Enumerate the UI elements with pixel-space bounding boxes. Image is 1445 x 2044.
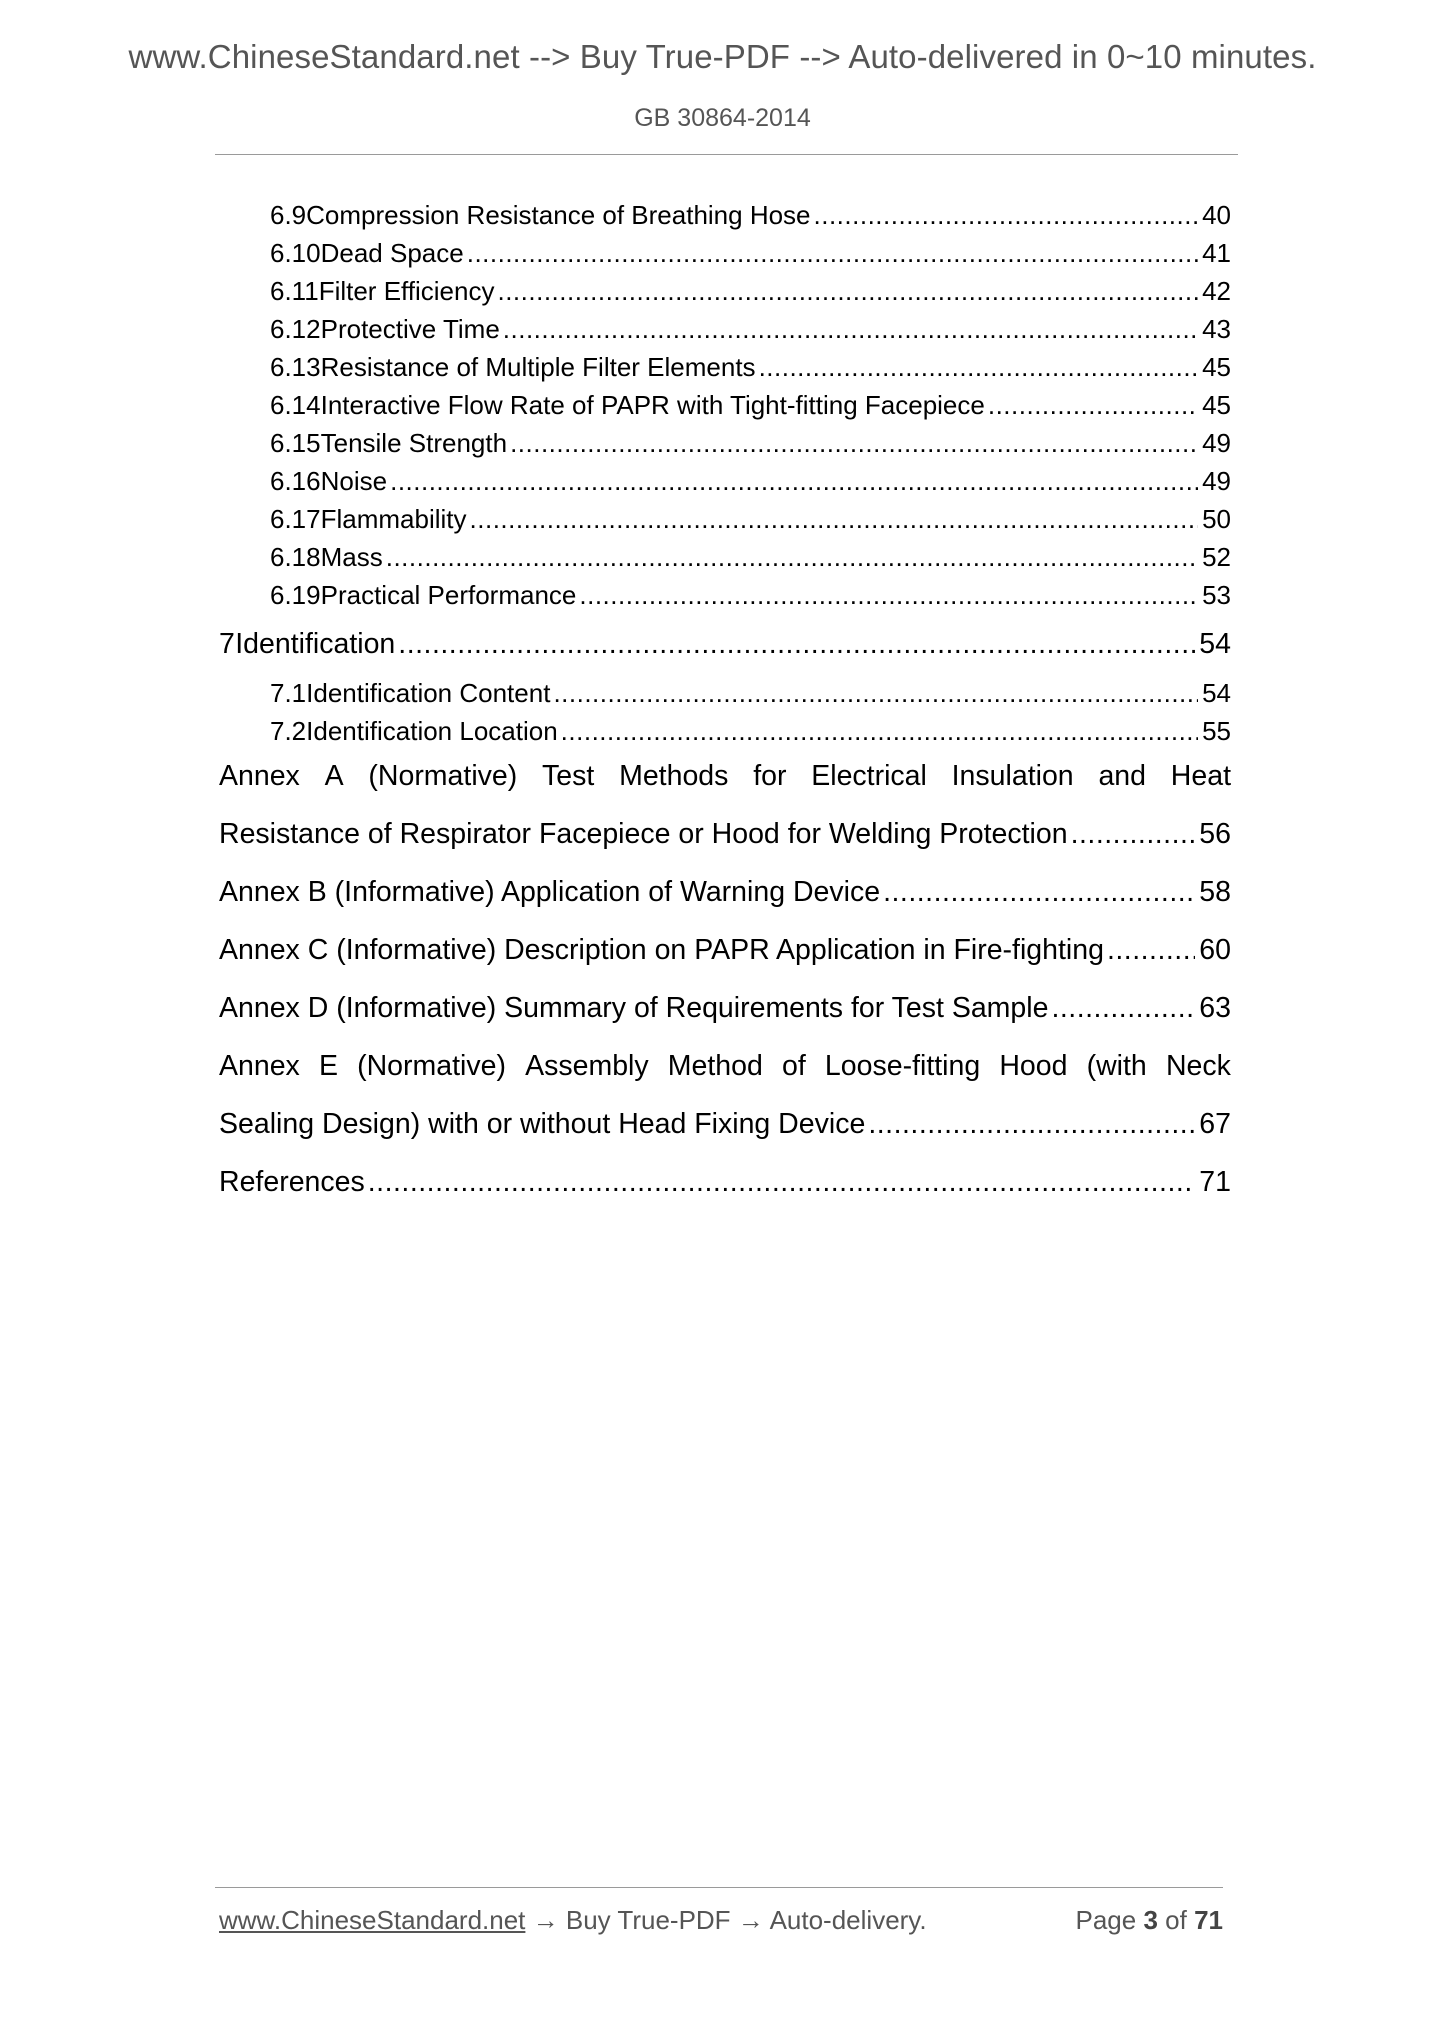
- annex-word: Methods: [619, 760, 729, 792]
- toc-entry-page: 49: [1202, 428, 1231, 458]
- document-code: GB 30864-2014: [634, 104, 811, 132]
- annex-word: Neck: [1165, 1050, 1231, 1082]
- annex-word: (with: [1086, 1050, 1147, 1082]
- toc-entry-page: 42: [1202, 276, 1231, 306]
- dot-leader: [868, 1108, 1195, 1141]
- toc-entry-title: Interactive Flow Rate of PAPR with Tight-fitting Facepiece: [320, 390, 985, 420]
- toc-entry-page: 45: [1202, 352, 1231, 382]
- dot-leader: [390, 466, 1198, 497]
- dot-leader: [470, 504, 1199, 535]
- annex-word: Electrical: [811, 760, 927, 792]
- toc-entry-6-18[interactable]: [270, 542, 1231, 576]
- toc-entry-page: 63: [1199, 992, 1231, 1024]
- toc-entry-title: Compression Resistance of Breathing Hose: [306, 200, 811, 230]
- annex-word: Assembly: [525, 1050, 649, 1082]
- annex-word: Heat: [1170, 760, 1231, 792]
- toc-entry-number: 6.17: [270, 504, 321, 534]
- toc-entry-number: 7: [219, 628, 235, 660]
- toc-entry-number: 6.9: [270, 200, 307, 230]
- toc-entry-number: 6.14: [270, 390, 321, 420]
- annex-word: Hood: [999, 1050, 1068, 1082]
- toc-entry-page: 56: [1199, 818, 1231, 850]
- annex-word: Loose-fitting: [824, 1050, 981, 1082]
- annex-word: Insulation: [951, 760, 1074, 792]
- toc-entry-number: 6.16: [270, 466, 321, 496]
- annex-word: for: [753, 760, 787, 792]
- toc-entry-page: 60: [1199, 934, 1231, 966]
- dot-leader: [1051, 992, 1195, 1025]
- toc-entry-title: Noise: [320, 466, 388, 496]
- toc-entry-6-11[interactable]: [270, 276, 1231, 310]
- toc-entry-number: 6.12: [270, 314, 321, 344]
- toc-entry-page: 41: [1202, 238, 1231, 268]
- toc-entry-6-14[interactable]: [270, 390, 1231, 424]
- dot-leader: [1107, 934, 1195, 967]
- toc-entry-page: 50: [1202, 504, 1231, 534]
- toc-entry-annex-e-line2[interactable]: [219, 1108, 1231, 1148]
- header-divider: [215, 154, 1238, 155]
- toc-entry-title: References: [219, 1166, 365, 1198]
- toc-entry-6-17[interactable]: [270, 504, 1231, 538]
- toc-entry-page: 40: [1202, 200, 1231, 230]
- toc-entry-page: 43: [1202, 314, 1231, 344]
- toc-entry-title: Filter Efficiency: [318, 276, 495, 306]
- toc-entry-annex-e-line1[interactable]: [219, 1050, 1231, 1083]
- page-total: 71: [1194, 1905, 1223, 1935]
- toc-entry-7[interactable]: [219, 628, 1231, 668]
- dot-leader: [759, 352, 1199, 383]
- dot-leader: [467, 238, 1198, 269]
- toc-entry-title: Identification: [235, 628, 396, 660]
- toc-entry-title: Dead Space: [320, 238, 464, 268]
- toc-entry-title: Resistance of Respirator Facepiece or Hood for Welding Protection: [219, 818, 1068, 850]
- toc-entry-page: 49: [1202, 466, 1231, 496]
- toc-entry-page: 45: [1202, 390, 1231, 420]
- toc-entry-number: 7.2: [270, 716, 307, 746]
- page-footer: [219, 1905, 1223, 1936]
- toc-entry-number: 7.1: [270, 678, 307, 708]
- toc-entry-6-12[interactable]: [270, 314, 1231, 348]
- toc-entry-page: 58: [1199, 876, 1231, 908]
- page-indicator: [1075, 1905, 1223, 1936]
- toc-entry-title: Practical Performance: [320, 580, 577, 610]
- toc-entry-title: Flammability: [320, 504, 467, 534]
- toc-entry-6-10[interactable]: [270, 238, 1231, 272]
- dot-leader: [497, 276, 1198, 307]
- toc-entry-7-2[interactable]: [270, 716, 1231, 750]
- toc-entry-6-15[interactable]: [270, 428, 1231, 462]
- toc-entry-title: Annex C (Informative) Description on PAPR Application in Fire-fighting: [219, 934, 1104, 966]
- dot-leader: [988, 390, 1198, 421]
- page-current: 3: [1143, 1905, 1158, 1935]
- dot-leader: [883, 876, 1195, 909]
- toc-entry-annex-c[interactable]: [219, 934, 1231, 974]
- annex-word: A: [324, 760, 344, 792]
- toc-entry-7-1[interactable]: [270, 678, 1231, 712]
- toc-entry-6-19[interactable]: [270, 580, 1231, 614]
- toc-entry-annex-b[interactable]: [219, 876, 1231, 916]
- toc-entry-title: Annex B (Informative) Application of Warning Device: [219, 876, 881, 908]
- toc-entry-title: Identification Content: [306, 678, 551, 708]
- toc-entry-number: 6.11: [270, 276, 319, 306]
- toc-entry-page: 55: [1202, 716, 1231, 746]
- annex-word: (Normative): [357, 1050, 506, 1082]
- dot-leader: [1071, 818, 1196, 851]
- toc-entry-title: Identification Location: [306, 716, 558, 746]
- dot-leader: [561, 716, 1198, 747]
- annex-word: and: [1098, 760, 1146, 792]
- toc-entry-page: 54: [1199, 628, 1231, 660]
- dot-leader: [503, 314, 1198, 345]
- page-label: Page: [1075, 1905, 1137, 1935]
- toc-entry-page: 71: [1199, 1166, 1231, 1198]
- toc-entry-title: Resistance of Multiple Filter Elements: [320, 352, 756, 382]
- annex-word: Annex: [219, 760, 300, 792]
- toc-entry-6-16[interactable]: [270, 466, 1231, 500]
- dot-leader: [579, 580, 1198, 611]
- dot-leader: [386, 542, 1198, 573]
- dot-leader: [398, 628, 1195, 661]
- annex-word: (Normative): [368, 760, 518, 792]
- top-banner: www.ChineseStandard.net --> Buy True-PDF --> Auto-delivered in 0~10 minutes.: [128, 38, 1317, 75]
- dot-leader: [368, 1166, 1196, 1199]
- toc-entry-6-9[interactable]: [270, 200, 1231, 234]
- toc-entry-number: 6.18: [270, 542, 321, 572]
- toc-entry-number: 6.19: [270, 580, 321, 610]
- toc-entry-title: Tensile Strength: [320, 428, 508, 458]
- footer-tagline: → Buy True-PDF → Auto-delivery.: [525, 1905, 927, 1935]
- toc-entry-title: Protective Time: [320, 314, 500, 344]
- toc-entry-references[interactable]: [219, 1166, 1231, 1206]
- footer-site-link[interactable]: www.ChineseStandard.net: [219, 1905, 526, 1935]
- toc-entry-title: Sealing Design) with or without Head Fixing Device: [219, 1108, 866, 1140]
- toc-entry-number: 6.10: [270, 238, 321, 268]
- toc-entry-page: 67: [1199, 1108, 1231, 1140]
- footer-divider: [215, 1887, 1223, 1888]
- toc-entry-annex-a-line2[interactable]: [219, 818, 1231, 858]
- annex-word: Test: [542, 760, 595, 792]
- dot-leader: [553, 678, 1198, 709]
- toc-entry-number: 6.15: [270, 428, 321, 458]
- annex-word: E: [318, 1050, 338, 1082]
- toc-entry-page: 52: [1202, 542, 1231, 572]
- toc-entry-annex-d[interactable]: [219, 992, 1231, 1032]
- annex-word: of: [782, 1050, 806, 1082]
- toc-entry-title: Mass: [320, 542, 383, 572]
- toc-entry-title: Annex D (Informative) Summary of Requirements for Test Sample: [219, 992, 1049, 1024]
- dot-leader: [510, 428, 1198, 459]
- toc-entry-page: 53: [1202, 580, 1231, 610]
- toc-entry-number: 6.13: [270, 352, 321, 382]
- of-label: of: [1165, 1905, 1187, 1935]
- annex-word: Annex: [219, 1050, 300, 1082]
- toc-entry-6-13[interactable]: [270, 352, 1231, 386]
- toc-entry-annex-a-line1[interactable]: [219, 760, 1231, 793]
- dot-leader: [814, 200, 1199, 231]
- annex-word: Method: [667, 1050, 763, 1082]
- toc-entry-page: 54: [1202, 678, 1231, 708]
